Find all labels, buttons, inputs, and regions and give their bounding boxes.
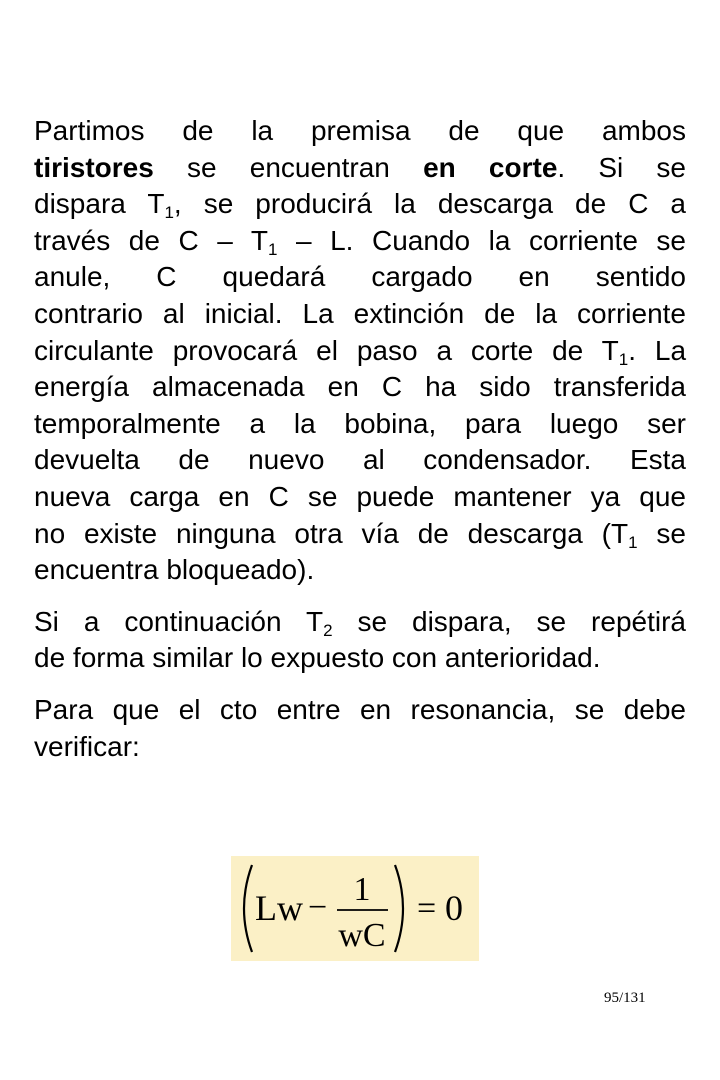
text-line: devuelta de nuevo al condensador. Esta	[34, 444, 686, 476]
subscript: 1	[618, 349, 629, 369]
text-line: energía almacenada en C ha sido transferida	[34, 371, 686, 403]
text-line: Si a continuación $T_2$ se dispara, se repétirá	[34, 605, 686, 640]
text-line: anule, C quedará cargado en sentido	[34, 261, 686, 293]
formula-minus: −	[308, 889, 328, 926]
bold-term-en-corte: en corte	[423, 151, 558, 183]
subscript: 2	[323, 620, 333, 640]
text-line: no existe ninguna otra vía de descarga ($T_1$ se	[34, 517, 686, 552]
subscript: 1	[164, 203, 174, 223]
text-line: contrario al inicial. La extinción de la corriente	[34, 297, 686, 329]
text-line: dispara $T_1$, se producirá la descarga de C a	[34, 188, 687, 223]
text-fragment: . Si se	[557, 151, 686, 183]
formula-svg	[231, 856, 479, 961]
formula-result: 0	[445, 888, 463, 928]
paragraph-thyristor-discharge	[34, 113, 686, 589]
formula-denominator: wC	[338, 917, 386, 954]
text-line: través de C – $T_1$ – L. Cuando la corriente se	[34, 224, 687, 259]
right-parenthesis	[395, 865, 403, 952]
resonance-formula	[231, 856, 479, 961]
text-line: nueva carga en C se puede mantener ya que	[34, 480, 686, 512]
text-fragment: se encuentran	[187, 151, 390, 183]
paragraph-resonance	[34, 692, 686, 765]
document-body	[34, 113, 686, 765]
formula-equals: =	[417, 890, 437, 927]
text-line: verificar:	[34, 730, 140, 762]
text-line: Para que el cto entre en resonancia, se debe	[34, 693, 686, 725]
text-line	[34, 150, 686, 187]
paragraph-t2-trigger	[34, 604, 686, 677]
subscript: 1	[267, 239, 278, 259]
text-line: encuentra bloqueado).	[34, 554, 315, 586]
text-line: Partimos de la premisa de que ambos	[34, 115, 686, 146]
formula-term-lw: Lw	[255, 888, 303, 928]
subscript: 1	[628, 532, 638, 552]
page-number: 95/131	[604, 990, 646, 1006]
formula-numerator: 1	[353, 871, 371, 908]
left-parenthesis	[244, 865, 252, 952]
text-line: de forma similar lo expuesto con anterioridad.	[34, 642, 601, 674]
bold-term-tiristores: tiristores	[34, 151, 154, 183]
text-line: temporalmente a la bobina, para luego ser	[34, 407, 686, 439]
text-line: circulante provocará el paso a corte de $T_1$. La	[34, 334, 687, 369]
